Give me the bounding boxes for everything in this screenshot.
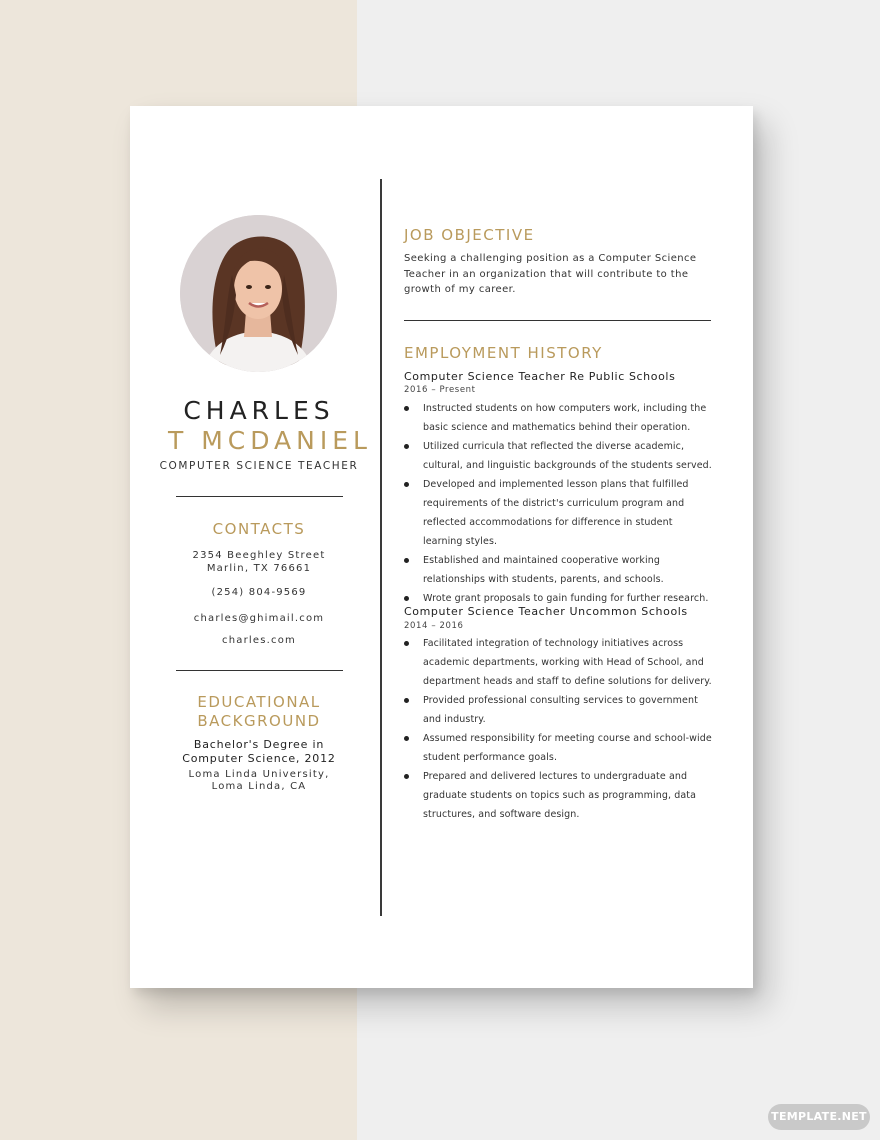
job-title: Computer Science Teacher Uncommon Schools [404,605,688,618]
section-divider [176,670,343,671]
address-line-2: Marlin, TX 76661 [206,563,312,574]
website: charles.com [222,635,296,646]
profile-photo [180,215,337,372]
objective-text: Seeking a challenging position as a Computer Science Teacher in an organization that will contribute to the growth of my career. [404,253,697,296]
list-item: Developed and implemented lesson plans that fulfilled requirements of the district's curriculum program and reflected accommodations for difference in student learning styles. [404,475,714,551]
list-item: Utilized curricula that reflected the diverse academic, cultural, and linguistic backgrounds of the students served. [404,437,714,475]
job-dates: 2014 – 2016 [404,621,464,631]
school-line-1: Loma Linda University, [188,769,330,780]
school-line-2: Loma Linda, CA [211,781,307,792]
first-name: CHARLES [183,396,335,425]
degree-line-2: Computer Science, 2012 [182,752,336,765]
objective-heading: JOB OBJECTIVE [404,226,535,244]
list-item: Provided professional consulting services to government and industry. [404,691,714,729]
education-heading-line-2: BACKGROUND [197,712,321,730]
section-divider [176,496,343,497]
degree-line-1: Bachelor's Degree in [193,738,325,751]
job-role: COMPUTER SCIENCE TEACHER [159,460,359,472]
job-dates: 2016 – Present [404,385,476,395]
phone-number: (254) 804-9569 [211,587,307,598]
list-item: Facilitated integration of technology initiatives across academic departments, working with Head of School, and department heads and staff to define solutions for delivery. [404,634,714,691]
sidebar-column [130,106,380,988]
job-bullets [404,399,714,608]
contacts-heading: CONTACTS [212,520,306,538]
last-name: T MCDANIEL [168,426,372,455]
list-item: Instructed students on how computers work, including the basic science and mathematics behind their operation. [404,399,714,437]
job-bullets [404,634,714,824]
list-item: Established and maintained cooperative working relationships with students, parents, and schools. [404,551,714,589]
list-item: Wrote grant proposals to gain funding for further research. [404,589,714,608]
section-divider [404,320,711,321]
education-heading-line-1: EDUCATIONAL [197,693,321,711]
address-line-1: 2354 Beeghley Street [192,550,326,561]
list-item: Assumed responsibility for meeting course and school-wide student performance goals. [404,729,714,767]
watermark-badge: TEMPLATE.NET [768,1104,870,1130]
list-item: Prepared and delivered lectures to undergraduate and graduate students on topics such as programming, data structures, and software design. [404,767,714,824]
email-address: charles@ghimail.com [193,613,325,624]
job-title: Computer Science Teacher Re Public Schools [404,370,676,383]
column-divider [380,179,382,916]
resume-page [130,106,753,988]
employment-heading: EMPLOYMENT HISTORY [404,344,603,362]
